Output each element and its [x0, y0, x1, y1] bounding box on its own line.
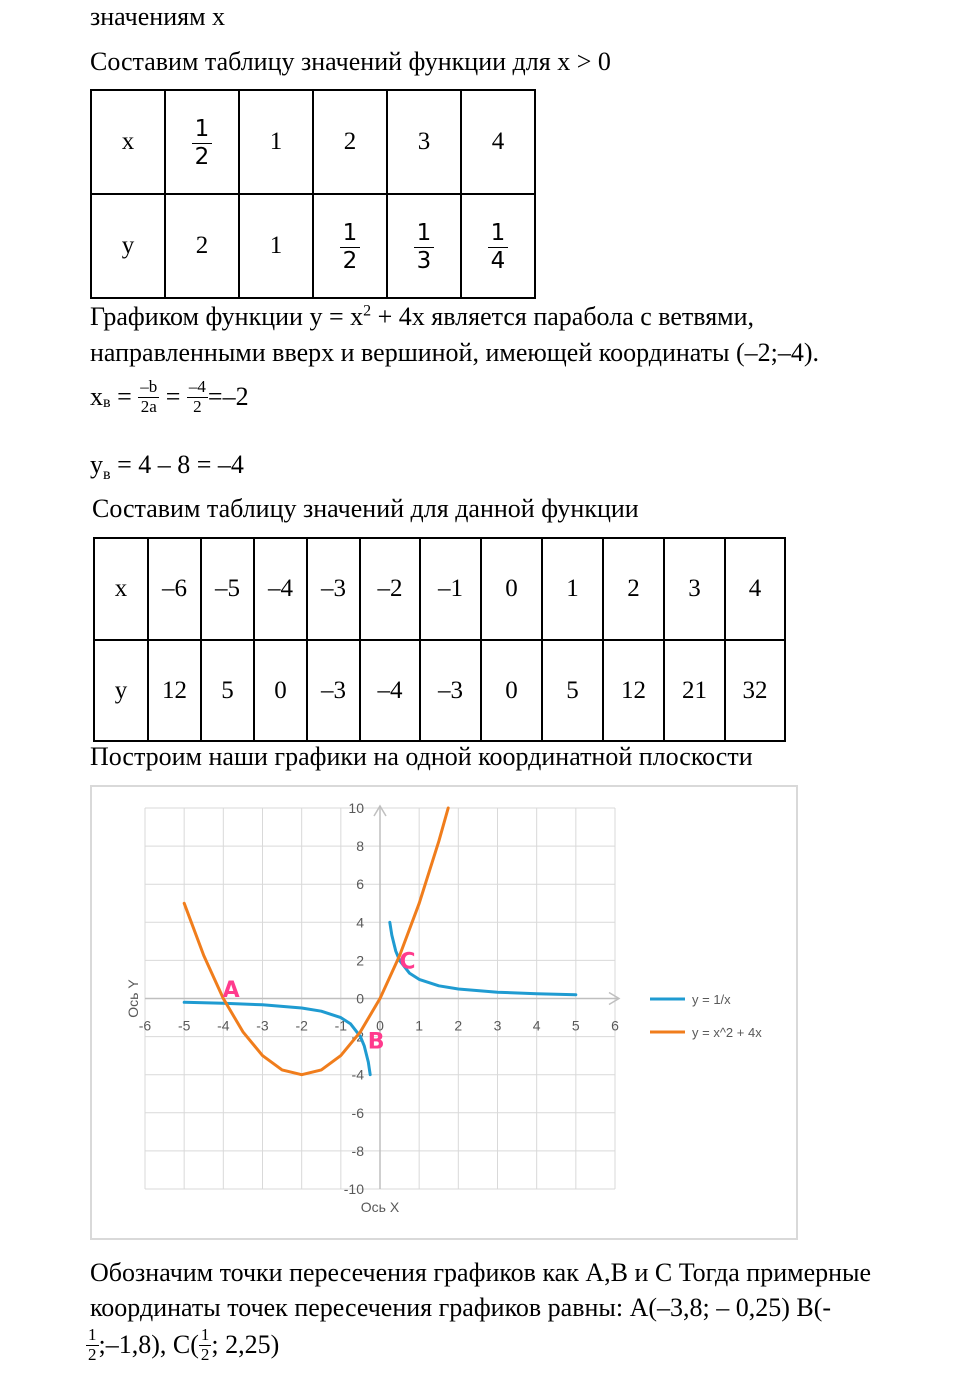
vertex-y-formula	[90, 450, 244, 484]
point-label-b: B	[367, 1029, 385, 1055]
x-tick-label: -3	[256, 1017, 269, 1034]
parabola-description-2: направленными вверх и вершиной, имеющей координаты (–2;–4).	[90, 338, 820, 367]
table-cell	[165, 90, 239, 194]
table-cell: –6	[148, 538, 201, 640]
table-cell: 32	[725, 640, 785, 741]
table-cell: 2	[603, 538, 664, 640]
x-tick-label: 6	[611, 1017, 619, 1034]
denominator: 2	[193, 396, 202, 416]
table-cell: 0	[481, 538, 542, 640]
y-tick-label: 0	[356, 990, 364, 1007]
x-tick-label: -6	[138, 1017, 152, 1034]
legend-label: y = 1/x	[692, 992, 731, 1007]
x-tick-label: 0	[376, 1017, 384, 1034]
fraction	[86, 1326, 99, 1364]
intro-fragment: значениям x	[90, 2, 226, 31]
denominator: 2	[194, 143, 210, 170]
equals: =	[159, 382, 187, 412]
x-tick-label: -1	[334, 1017, 348, 1034]
y-tick-label: -8	[351, 1142, 364, 1159]
table-cell: 1	[542, 538, 603, 640]
table-cell: 3	[387, 90, 461, 194]
table-cell	[313, 194, 387, 298]
table-cell: y	[91, 194, 165, 298]
denominator: 2a	[140, 396, 157, 416]
text-part: = 4 – 8 = –4	[110, 450, 244, 479]
table-cell: x	[91, 90, 165, 194]
denominator: 4	[490, 247, 506, 274]
y-tick-label: -4	[351, 1066, 364, 1083]
text-part: + 4x является парабола с ветвями,	[371, 302, 755, 331]
fraction	[414, 221, 435, 272]
table2-caption: Составим таблицу значений для данной функции	[92, 494, 639, 523]
chart-container	[90, 785, 798, 1240]
table-cell: y	[94, 640, 148, 741]
y-tick-label: -6	[351, 1104, 364, 1121]
x-tick-label: -5	[177, 1017, 191, 1034]
series-line-1	[390, 922, 576, 994]
x-tick-label: 5	[571, 1017, 580, 1034]
y-tick-label: 4	[356, 914, 364, 931]
table-cell: x	[94, 538, 148, 640]
table-cell: 0	[254, 640, 307, 741]
table-cell: –4	[254, 538, 307, 640]
table1-caption: Составим таблицу значений функции для x > 0	[90, 47, 611, 76]
fraction	[340, 221, 361, 272]
values-table-parabola	[93, 537, 786, 742]
table-cell: –5	[201, 538, 254, 640]
table-cell: 4	[461, 90, 535, 194]
conclusion-2: координаты точек пересечения графиков равны: А(–3,8; – 0,25) В(-	[90, 1293, 832, 1322]
table-cell: 2	[165, 194, 239, 298]
numerator: 1	[414, 221, 435, 247]
equals: =	[110, 382, 139, 412]
table-cell: 5	[201, 640, 254, 741]
text-part: ;–1,8), С(	[98, 1330, 199, 1360]
numerator: 1	[340, 221, 361, 247]
table-row-x	[91, 90, 535, 194]
text-part: ; 2,25)	[211, 1330, 280, 1360]
table-cell	[461, 194, 535, 298]
y-tick-label: 6	[356, 876, 364, 893]
table-cell: –2	[360, 538, 420, 640]
y-axis-title: Ось Y	[125, 979, 141, 1018]
table-cell: –3	[307, 640, 360, 741]
table-row-x	[94, 538, 785, 640]
x-tick-label: -4	[217, 1017, 230, 1034]
y-tick-label: -2	[351, 1028, 364, 1045]
table-cell: 3	[664, 538, 725, 640]
x-axis-title: Ось X	[360, 1199, 400, 1215]
numerator: 1	[88, 1325, 97, 1344]
numerator: 1	[192, 117, 213, 143]
y-tick-label: 2	[356, 952, 364, 969]
x-tick-label: -2	[295, 1017, 308, 1034]
x-tick-label: 2	[454, 1017, 463, 1034]
subscript: в	[103, 466, 111, 484]
text-part: Графиком функции y = x	[90, 302, 364, 331]
symbol-y: y	[90, 450, 103, 479]
table-cell: –1	[420, 538, 481, 640]
fraction	[488, 221, 509, 272]
fraction	[187, 378, 208, 416]
y-tick-label: -10	[343, 1181, 364, 1197]
table-row-y	[94, 640, 785, 741]
vertex-x-formula	[90, 378, 249, 416]
legend-label: y = x^2 + 4x	[692, 1025, 762, 1040]
fraction	[138, 378, 159, 416]
table-cell: 2	[313, 90, 387, 194]
table-row-y	[91, 194, 535, 298]
table-cell: 1	[239, 90, 313, 194]
graph-caption: Построим наши графики на одной координатной плоскости	[90, 742, 753, 771]
table-cell: 4	[725, 538, 785, 640]
conclusion-1: Обозначим точки пересечения графиков как А,В и С Тогда примерные	[90, 1258, 872, 1287]
y-tick-label: 10	[348, 800, 364, 816]
table-cell: 0	[481, 640, 542, 741]
symbol-x: x	[90, 382, 103, 412]
x-tick-label: 3	[493, 1017, 502, 1034]
x-tick-label: 4	[532, 1017, 541, 1034]
series-line-1	[184, 1002, 370, 1074]
denominator: 2	[200, 1344, 210, 1364]
table-cell: –3	[420, 640, 481, 741]
point-label-a: A	[222, 977, 240, 1003]
numerator: –b	[140, 377, 158, 396]
table-cell: 1	[239, 194, 313, 298]
numerator: 1	[488, 221, 509, 247]
denominator: 3	[416, 247, 432, 274]
table-cell: 5	[542, 640, 603, 741]
exponent: 2	[363, 302, 372, 320]
result: =–2	[207, 382, 249, 412]
table-cell: –4	[360, 640, 420, 741]
table-cell: 12	[148, 640, 201, 741]
denominator: 2	[342, 247, 358, 274]
subscript: в	[103, 394, 111, 412]
fraction	[192, 117, 213, 168]
numerator: 1	[200, 1325, 210, 1344]
numerator: –4	[188, 377, 206, 396]
table-cell: 21	[664, 640, 725, 741]
table-cell	[387, 194, 461, 298]
table-cell: 12	[603, 640, 664, 741]
values-table-reciprocal	[90, 89, 536, 299]
point-label-c: C	[399, 949, 416, 975]
parabola-description-1	[90, 302, 754, 332]
chart	[92, 787, 796, 1238]
denominator: 2	[88, 1344, 97, 1364]
table-cell: –3	[307, 538, 360, 640]
x-tick-label: 1	[415, 1017, 424, 1034]
conclusion-3	[86, 1326, 279, 1364]
fraction	[199, 1326, 212, 1364]
y-tick-label: 8	[356, 838, 364, 855]
